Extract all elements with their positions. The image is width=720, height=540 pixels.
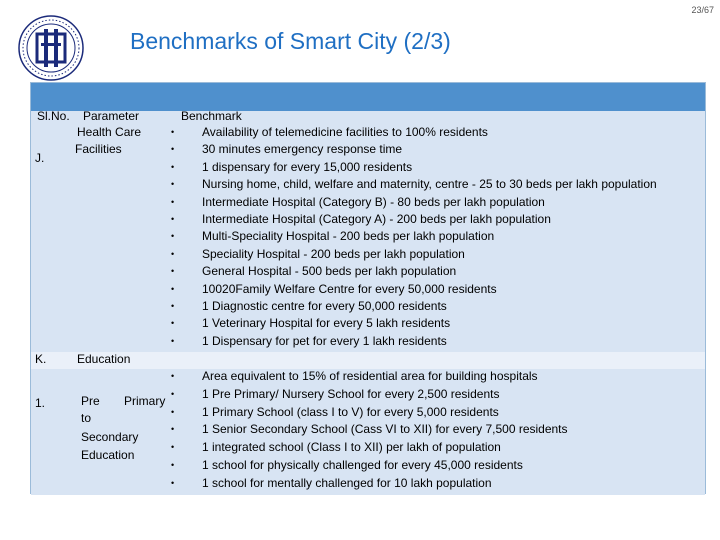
bullet-icon: • — [171, 301, 175, 311]
row-j-parameter-line-1: Health Care — [77, 125, 142, 139]
bullet-icon: • — [171, 442, 175, 453]
row-j-benchmark-item: General Hospital - 500 beds per lakh population — [202, 264, 457, 279]
row-j-benchmark-item: Availability of telemedicine facilities to 100% residents — [202, 125, 488, 139]
bullet-icon: • — [171, 196, 175, 207]
bullet-icon: • — [171, 460, 175, 470]
row-j-benchmark-item: 30 minutes emergency response time — [202, 142, 403, 157]
bullet-icon: • — [171, 231, 175, 242]
row-1-parameter-to: to — [81, 411, 92, 425]
row-1-benchmark-item: 1 Pre Primary/ Nursery School for every 2,500 residents — [202, 386, 500, 401]
bullet-icon: • — [171, 127, 175, 137]
row-j-benchmark-item: 1 Dispensary for pet for every 1 lakh residents — [202, 333, 447, 348]
row-1-benchmark-item: 1 school for physically challenged for every 45,000 residents — [202, 458, 523, 472]
row-j-benchmark-item: Intermediate Hospital (Category A) - 200 beds per lakh population — [202, 212, 551, 226]
row-1-benchmark-item: 1 Primary School (class I to V) for every 5,000 residents — [202, 404, 499, 419]
header-benchmark: Benchmark — [181, 109, 242, 123]
bullet-icon: • — [171, 406, 175, 417]
row-1-parameter-secondary: Secondary — [81, 430, 139, 444]
row-j-benchmark-item: 10020Family Welfare Centre for every 50,000 residents — [202, 281, 497, 296]
row-j-benchmark-item: 1 Diagnostic centre for every 50,000 residents — [202, 299, 447, 313]
page-number: 23/67 — [691, 5, 714, 15]
row-band-education — [31, 352, 705, 369]
page-title: Benchmarks of Smart City (2/3) — [130, 28, 451, 54]
benchmark-table — [30, 82, 706, 494]
row-j-benchmark-item: Intermediate Hospital (Category B) - 80 beds per lakh population — [202, 194, 545, 209]
row-1-parameter-primary: Primary — [124, 394, 166, 408]
bullet-icon: • — [171, 335, 175, 346]
bullet-icon: • — [171, 371, 175, 381]
row-j-benchmark-item: Multi-Speciality Hospital - 200 beds per lakh population — [202, 229, 495, 244]
bullet-icon: • — [171, 477, 175, 488]
bullet-icon: • — [171, 424, 175, 435]
table-header-band — [31, 83, 705, 111]
bullet-icon: • — [171, 283, 175, 294]
row-j-parameter-line-2: Facilities — [75, 142, 122, 156]
header-slno: Sl.No. — [37, 109, 70, 123]
row-j-benchmark-item: 1 Veterinary Hospital for every 5 lakh residents — [202, 316, 451, 331]
row-k-parameter: Education — [77, 352, 131, 366]
bullet-icon: • — [171, 248, 175, 259]
row-j-benchmark-item: 1 dispensary for every 15,000 residents — [202, 159, 413, 174]
row-j-slno: J. — [35, 151, 45, 165]
row-1-benchmark-item: 1 school for mentally challenged for 10 lakh population — [202, 475, 492, 490]
row-j-benchmark-item: Speciality Hospital - 200 beds per lakh population — [202, 246, 465, 261]
row-j-benchmark-item: Nursing home, child, welfare and maternity, centre - 25 to 30 beds per lakh population — [202, 177, 657, 192]
bullet-icon: • — [171, 388, 175, 399]
header-parameter: Parameter — [83, 109, 140, 123]
row-1-parameter-pre: Pre — [81, 394, 100, 408]
bullet-icon: • — [171, 318, 175, 329]
bullet-icon: • — [171, 214, 175, 224]
row-k-slno: K. — [35, 352, 47, 366]
row-1-benchmark-item: 1 Senior Secondary School (Cass VI to XII) for every 7,500 residents — [202, 422, 568, 437]
emblem-logo-icon — [17, 14, 85, 82]
bullet-icon: • — [171, 266, 175, 277]
bullet-icon: • — [171, 179, 175, 190]
row-1-benchmark-item: 1 integrated school (Class I to XII) per lakh of population — [202, 440, 501, 455]
bullet-icon: • — [171, 161, 175, 172]
bullet-icon: • — [171, 144, 175, 155]
row-1-slno: 1. — [35, 396, 46, 410]
row-1-benchmark-item: Area equivalent to 15% of residential area for building hospitals — [202, 369, 538, 383]
row-1-parameter-education: Education — [81, 448, 135, 462]
